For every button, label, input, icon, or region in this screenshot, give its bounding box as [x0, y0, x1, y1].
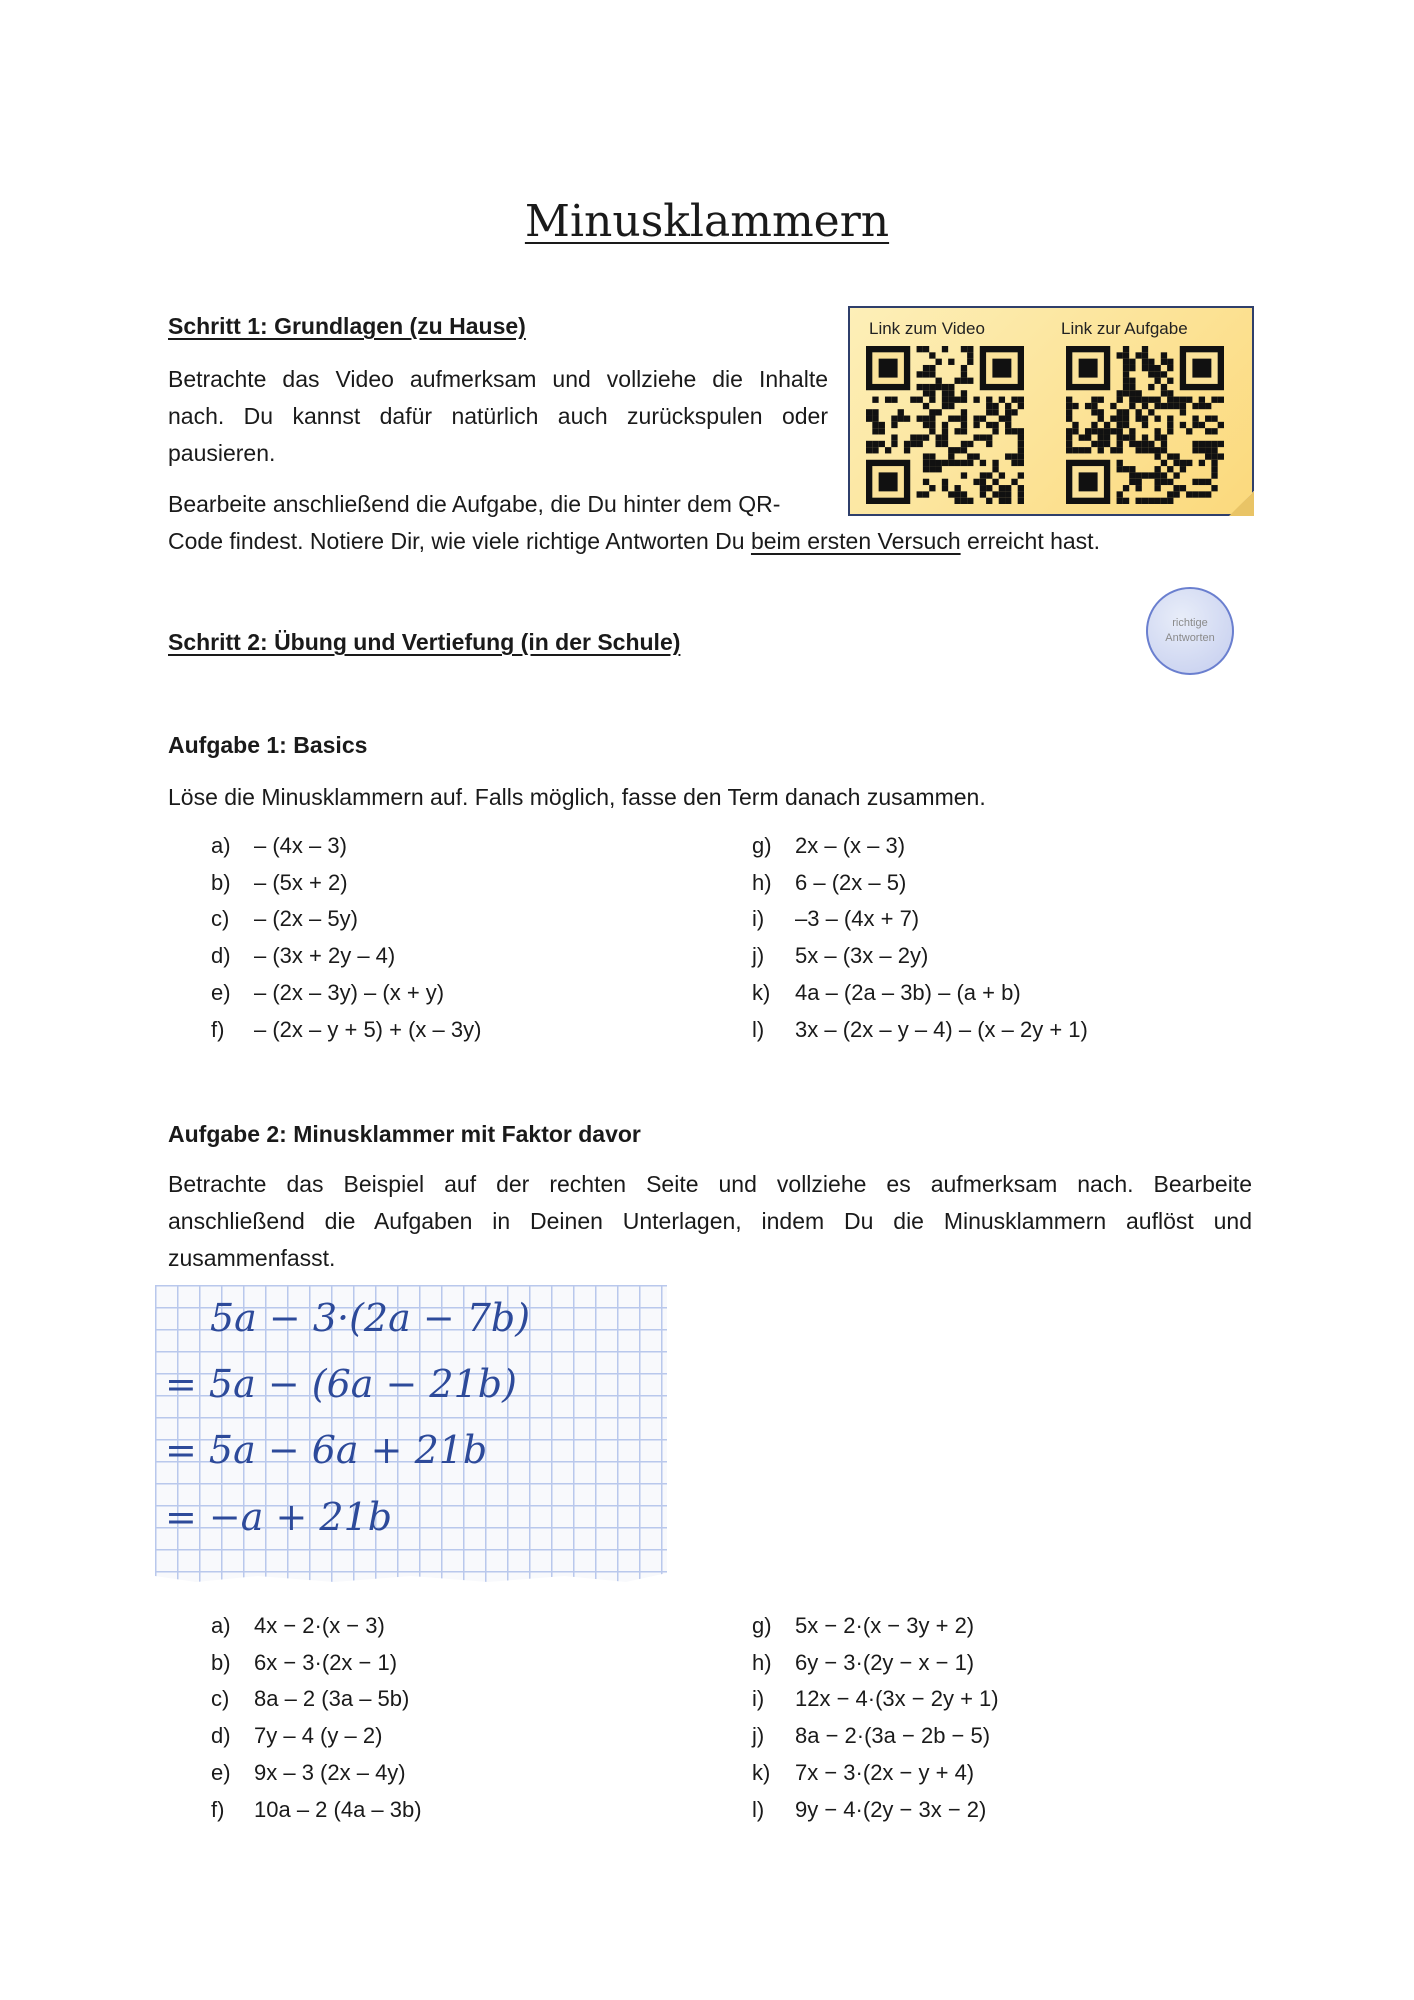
item-label: k)	[752, 1759, 771, 1785]
item-label: l)	[752, 1016, 765, 1042]
item-label: c)	[211, 1686, 230, 1712]
qr-task-label: Link zur Aufgabe	[1061, 319, 1188, 338]
list-item	[211, 937, 395, 974]
list-item	[752, 864, 906, 901]
item-term: – (3x + 2y – 4)	[254, 943, 396, 969]
item-label: g)	[752, 833, 772, 858]
item-label: k)	[752, 979, 771, 1005]
list-item	[211, 1717, 382, 1754]
item-term: – (2x – 5y)	[254, 906, 358, 932]
item-term: 9y − 4·(2y − 3x − 2)	[795, 1796, 987, 1822]
item-label: b)	[211, 1649, 231, 1675]
item-label: e)	[211, 979, 231, 1005]
schritt2-heading: Schritt 2: Übung und Vertiefung (in der Schule)	[168, 629, 681, 655]
page-title: Minusklammern	[524, 196, 890, 247]
list-item	[211, 1680, 409, 1717]
item-term: 6y − 3·(2y − x − 1)	[795, 1649, 975, 1675]
item-term: 12x − 4·(3x − 2y + 1)	[795, 1686, 999, 1712]
item-term: 7y – 4 (y – 2)	[254, 1723, 383, 1749]
qr-video-label: Link zum Video	[869, 319, 985, 338]
list-item	[752, 1754, 974, 1791]
item-label: a)	[211, 833, 231, 858]
list-item	[752, 900, 919, 937]
item-label: f)	[211, 1016, 225, 1042]
list-item	[211, 974, 444, 1011]
item-term: 5x – (3x – 2y)	[795, 943, 929, 969]
paragraph-line	[168, 523, 1208, 560]
list-item	[211, 1607, 385, 1644]
list-item	[752, 1791, 986, 1828]
underlined-text: beim ersten Versuch	[750, 528, 961, 554]
aufgabe1-instruction: Löse die Minusklammern auf. Falls möglich, fasse den Term danach zusammen.	[168, 784, 986, 810]
aufgabe2-heading: Aufgabe 2: Minusklammer mit Faktor davor	[168, 1121, 641, 1147]
list-item	[752, 827, 905, 864]
item-label: h)	[752, 869, 772, 895]
list-item	[752, 1680, 999, 1717]
qr-video-icon[interactable]	[866, 346, 1024, 504]
item-label: i)	[752, 1686, 765, 1712]
richtige-antworten-badge	[1146, 587, 1234, 675]
list-item	[211, 1011, 481, 1048]
item-term: 7x − 3·(2x − y + 4)	[795, 1759, 975, 1785]
item-label: d)	[211, 1723, 231, 1749]
item-label: g)	[752, 1613, 772, 1638]
item-label: d)	[211, 943, 231, 969]
item-term: 8a − 2·(3a − 2b − 5)	[795, 1723, 991, 1749]
aufgabe1-heading: Aufgabe 1: Basics	[168, 732, 368, 758]
item-term: 6x − 3·(2x − 1)	[254, 1649, 398, 1675]
schritt1-heading: Schritt 1: Grundlagen (zu Hause)	[168, 313, 526, 339]
list-item	[752, 937, 928, 974]
schritt1-paragraph-1	[168, 361, 828, 472]
item-term: 2x – (x – 3)	[795, 833, 906, 858]
sticky-fold	[1229, 491, 1254, 516]
paragraph-line: Betrachte das Video aufmerksam und vollziehe die Inhalte	[168, 366, 828, 392]
paragraph-line: zusammenfasst.	[168, 1245, 336, 1271]
list-item	[752, 1011, 1088, 1048]
list-item	[211, 827, 347, 864]
item-term: 3x – (2x – y – 4) – (x – 2y + 1)	[795, 1016, 1088, 1042]
badge-line: richtige	[1172, 617, 1208, 629]
item-term: 5x − 2·(x − 3y + 2)	[795, 1613, 975, 1638]
badge-line: Antworten	[1165, 632, 1215, 644]
item-label: h)	[752, 1649, 772, 1675]
list-item	[211, 1754, 406, 1791]
item-label: f)	[211, 1796, 225, 1822]
item-label: i)	[752, 906, 765, 932]
list-item	[211, 1644, 397, 1681]
list-item	[211, 864, 348, 901]
item-term: 4a – (2a – 3b) – (a + b)	[795, 979, 1021, 1005]
paragraph-text: Code findest. Notiere Dir, wie viele richtige Antworten Du	[168, 528, 751, 554]
item-label: j)	[752, 943, 765, 969]
list-item	[752, 1607, 974, 1644]
example-line: = 5a − 6a + 21b	[165, 1428, 488, 1472]
paragraph-line: pausieren.	[168, 440, 276, 466]
item-term: – (4x – 3)	[254, 833, 347, 858]
item-label: e)	[211, 1759, 231, 1785]
item-label: c)	[211, 906, 230, 932]
aufgabe2-paragraph	[168, 1166, 1252, 1277]
item-label: b)	[211, 869, 231, 895]
item-term: –3 – (4x + 7)	[795, 906, 920, 932]
example-line: = −a + 21b	[165, 1495, 393, 1539]
list-item	[211, 900, 358, 937]
item-term: 9x – 3 (2x – 4y)	[254, 1759, 406, 1785]
item-term: – (2x – y + 5) + (x – 3y)	[254, 1016, 482, 1042]
paragraph-line: anschließend die Aufgaben in Deinen Unterlagen, indem Du die Minusklammern auflöst und	[168, 1208, 1252, 1234]
paragraph-line: Bearbeite anschließend die Aufgabe, die Du hinter dem QR-	[168, 491, 781, 517]
paragraph-text: erreicht hast.	[960, 528, 1100, 554]
item-label: j)	[752, 1723, 765, 1749]
item-label: a)	[211, 1613, 231, 1638]
list-item	[211, 1791, 422, 1828]
list-item	[752, 974, 1021, 1011]
paragraph-line: Betrachte das Beispiel auf der rechten Seite und vollziehe es aufmerksam nach. Bearbeite	[168, 1171, 1252, 1197]
list-item	[752, 1717, 990, 1754]
qr-task-icon[interactable]	[1066, 346, 1224, 504]
example-line: 5a − 3·(2a − 7b)	[210, 1296, 531, 1340]
item-term: 8a – 2 (3a – 5b)	[254, 1686, 410, 1712]
item-term: 6 – (2x – 5)	[795, 869, 907, 895]
item-term: 10a – 2 (4a – 3b)	[254, 1796, 422, 1822]
paragraph-line: nach. Du kannst dafür natürlich auch zurückspulen oder	[168, 403, 828, 429]
item-term: – (5x + 2)	[254, 869, 348, 895]
item-term: 4x − 2·(x − 3)	[254, 1613, 385, 1638]
item-label: l)	[752, 1796, 765, 1822]
example-line: = 5a − (6a − 21b)	[165, 1362, 517, 1406]
item-term: – (2x – 3y) – (x + y)	[254, 979, 445, 1005]
list-item	[752, 1644, 974, 1681]
